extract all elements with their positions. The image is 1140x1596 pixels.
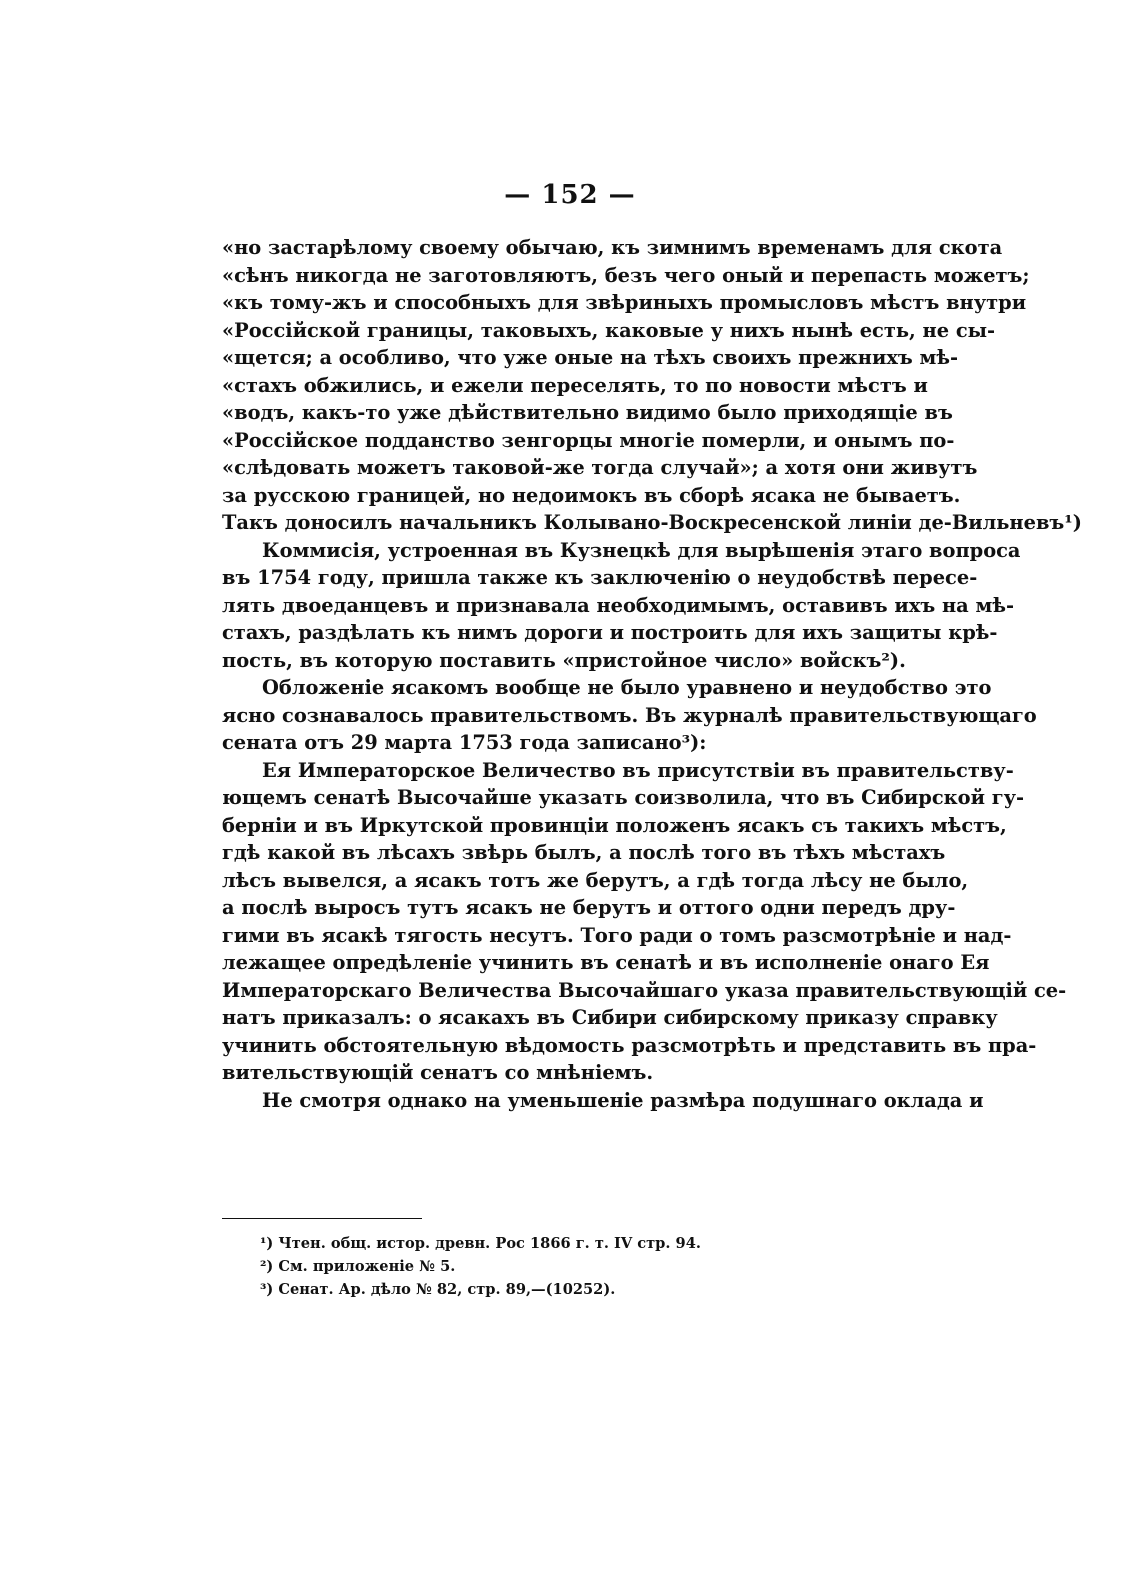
body-line: «слѣдовать можетъ таковой-же тогда случай»; а хотя они живутъ	[222, 456, 978, 479]
body-line: Такъ доносилъ начальникъ Колывано-Воскресенской линіи де-Вильневъ¹)	[222, 511, 1082, 534]
body-line: натъ приказалъ: о ясакахъ въ Сибири сибирскому приказу справку	[222, 1006, 998, 1029]
footnotes	[260, 1232, 720, 1301]
body-line: берніи и въ Иркутской провинціи положенъ ясакъ съ такихъ мѣстъ,	[222, 813, 1007, 837]
body-line: «къ тому-жъ и способныхъ для звѣриныхъ промысловъ мѣстъ внутри	[222, 291, 1027, 314]
page-number: — 152 —	[504, 180, 636, 210]
body-line: ющемъ сенатѣ Высочайше указать соизволила, что въ Сибирской гу-	[222, 786, 1025, 809]
body-line: въ 1754 году, пришла также къ заключенію о неудобствѣ пересе-	[222, 566, 978, 589]
body-line: учинить обстоятельную вѣдомость разсмотрѣть и представить въ пра-	[222, 1033, 1037, 1057]
body-line: гдѣ какой въ лѣсахъ звѣрь былъ, а послѣ того въ тѣхъ мѣстахъ	[222, 841, 946, 864]
body-line: «но застарѣлому своему обычаю, къ зимнимъ временамъ для скота	[222, 236, 1003, 259]
body-line: Императорскаго Величества Высочайшаго указа правительствующій се-	[222, 978, 1067, 1002]
body-line: «Россійское подданство зенгорцы многіе померли, и онымъ по-	[222, 428, 955, 452]
body-line: «сѣнъ никогда не заготовляютъ, безъ чего оный и перепасть можетъ;	[222, 263, 1030, 287]
body-line: «стахъ обжились, и ежели переселять, то по новости мѣстъ и	[222, 373, 928, 397]
body-line: а послѣ выросъ тутъ ясакъ не берутъ и оттого одни передъ дру-	[222, 896, 956, 919]
body-text	[222, 234, 1082, 1114]
footnote-3: ³) Сенат. Ар. дѣло № 82, стр. 89,—(10252).	[260, 1281, 616, 1298]
body-line: лежащее опредѣленіе учинить въ сенатѣ и въ исполненіе онаго Ея	[222, 951, 990, 974]
paragraph-start-line: Обложеніе ясакомъ вообще не было уравнено и неудобство это	[262, 676, 992, 699]
paragraph-start-line: Ея Императорское Величество въ присутствіи въ правительству-	[262, 758, 1014, 782]
paragraph-end-line: вительствующій сенатъ со мнѣніемъ.	[222, 1061, 654, 1084]
paragraph-start-line: Не смотря однако на уменьшеніе размѣра подушнаго оклада и	[262, 1088, 984, 1112]
body-line: «щется; а особливо, что уже оные на тѣхъ своихъ прежнихъ мѣ-	[222, 346, 959, 369]
paragraph-start-line: Коммисія, устроенная въ Кузнецкѣ для вырѣшенія этаго вопроса	[262, 538, 1021, 562]
body-line: стахъ, раздѣлать къ нимъ дороги и построить для ихъ защиты крѣ-	[222, 621, 998, 644]
body-line: ясно сознавалось правительствомъ. Въ журналѣ правительствующаго	[222, 703, 1037, 727]
body-line: лять двоеданцевъ и признавала необходимымъ, оставивъ ихъ на мѣ-	[222, 593, 1015, 617]
body-line: за русскою границей, но недоимокъ въ сборѣ ясака не бываетъ.	[222, 483, 961, 507]
body-line: «Россійской границы, таковыхъ, каковые у нихъ нынѣ есть, не сы-	[222, 318, 996, 342]
paragraph-end-line: пость, въ которую поставить «пристойное число» войскъ²).	[222, 648, 906, 672]
body-line: «водъ, какъ-то уже дѣйствительно видимо было приходящіе въ	[222, 401, 953, 424]
body-line: лѣсъ вывелся, а ясакъ тотъ же берутъ, а гдѣ тогда лѣсу не было,	[222, 868, 969, 892]
footnote-1: ¹) Чтен. общ. истор. древн. Рос 1866 г. т. IV стр. 94.	[260, 1235, 701, 1252]
paragraph-end-line: сената отъ 29 марта 1753 года записано³):	[222, 731, 707, 754]
footnote-2: ²) См. приложеніе № 5.	[260, 1258, 456, 1275]
footnote-divider	[222, 1218, 422, 1219]
body-line: гими въ ясакѣ тягость несутъ. Того ради о томъ разсмотрѣніе и над-	[222, 923, 1012, 947]
